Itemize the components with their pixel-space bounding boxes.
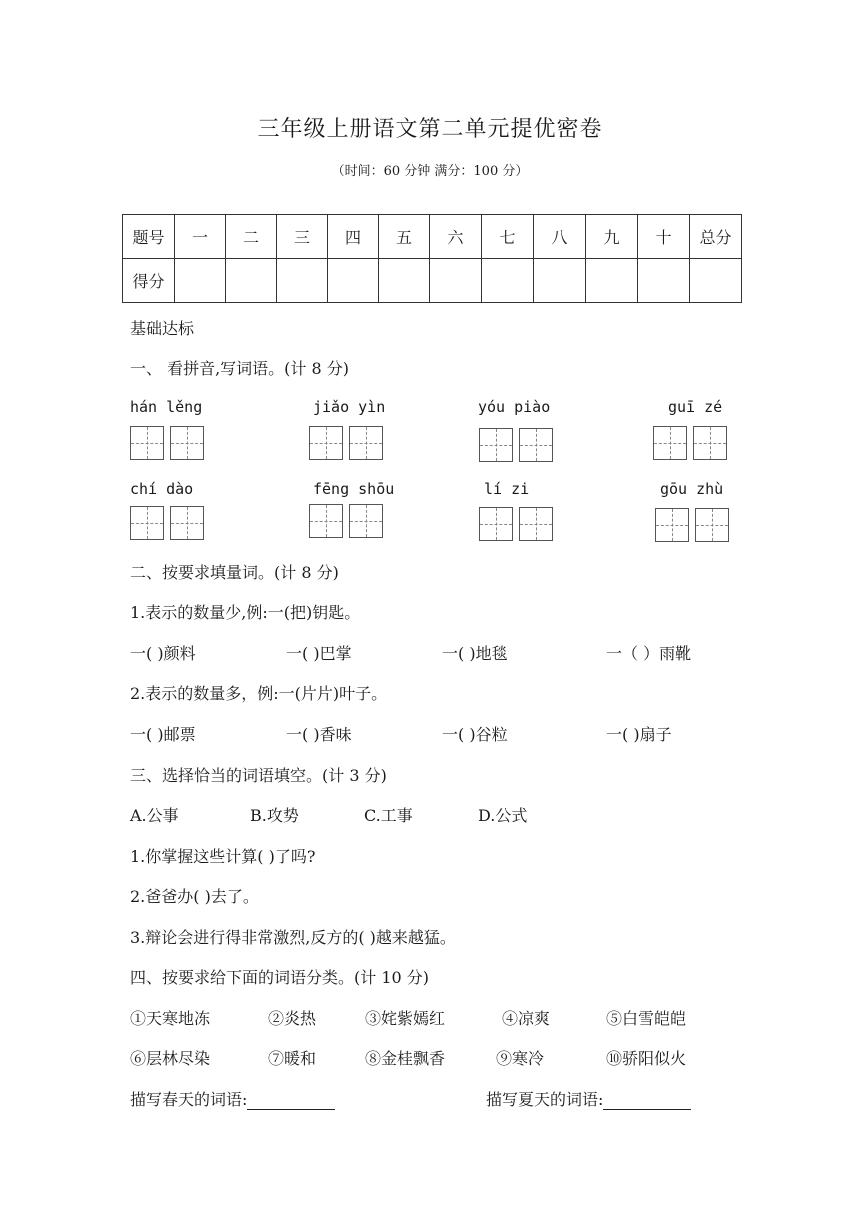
word-item: ⑩骄阳似火 [606,1049,687,1068]
score-input-cell[interactable] [690,259,742,303]
word-item: ⑧金桂飘香 [365,1049,446,1068]
score-input-cell[interactable] [175,259,226,303]
choice-option: D.公式 [478,806,528,825]
summer-words-label: 描写夏天的词语: [486,1090,604,1109]
table-cell: 七 [482,215,534,259]
writing-box[interactable] [170,426,204,460]
score-input-cell[interactable] [638,259,690,303]
pinyin-label: chí dào [130,480,194,498]
section-label: 基础达标 [130,319,195,338]
question-heading: 三、选择恰当的词语填空。(计 3 分) [130,766,387,785]
word-item: ③姹紫嫣红 [365,1009,446,1028]
score-input-cell[interactable] [328,259,379,303]
pinyin-label: lí zi [484,480,530,498]
writing-box[interactable] [655,508,689,542]
word-item: ⑦暖和 [268,1049,317,1068]
word-item: ⑨寒冷 [496,1049,545,1068]
page-title: 三年级上册语文第二单元提优密卷 [257,117,603,142]
word-item: ②炎热 [268,1009,317,1028]
writing-box[interactable] [519,428,553,462]
table-cell: 五 [379,215,430,259]
writing-box[interactable] [309,426,343,460]
question-heading: 四、按要求给下面的词语分类。(计 10 分) [130,968,430,987]
fill-blank-item[interactable]: 一( )巴掌 [286,644,352,663]
table-cell: 九 [586,215,638,259]
sub-question: 2.表示的数量多，例:一(片片)叶子。 [130,684,388,703]
choice-option: B.攻势 [250,806,299,825]
score-input-cell[interactable] [277,259,328,303]
writing-box[interactable] [693,426,727,460]
score-table-score-row [123,259,742,303]
writing-box[interactable] [695,508,729,542]
writing-box[interactable] [309,504,343,538]
word-item: ①天寒地冻 [130,1009,211,1028]
score-input-cell[interactable] [226,259,277,303]
fill-blank-item[interactable]: 一( )香味 [286,725,352,744]
table-cell: 六 [430,215,482,259]
score-table-header-row [123,215,742,259]
writing-box[interactable] [349,426,383,460]
fill-blank-item[interactable]: 一（ ）雨靴 [606,644,692,663]
writing-box[interactable] [130,426,164,460]
word-item: ⑥层林尽染 [130,1049,211,1068]
question-heading: 一、 看拼音,写词语。(计 8 分) [130,359,350,378]
choice-option: A.公事 [130,806,179,825]
score-input-cell[interactable] [379,259,430,303]
table-cell: 四 [328,215,379,259]
fill-blank-item[interactable]: 一( )扇子 [606,725,672,744]
score-input-cell[interactable] [482,259,534,303]
table-cell: 一 [175,215,226,259]
fill-blank-item[interactable]: 一( )颜料 [130,644,196,663]
writing-box[interactable] [170,506,204,540]
question-heading: 二、按要求填量词。(计 8 分) [130,563,339,582]
score-input-cell[interactable] [586,259,638,303]
word-item: ⑤白雪皑皑 [606,1009,687,1028]
pinyin-label: yóu piào [478,398,551,416]
page-subtitle: （时间：60 分钟 满分：100 分） [331,164,529,179]
table-cell: 题号 [123,215,175,259]
word-item: ④凉爽 [502,1009,551,1028]
fill-blank-item[interactable]: 一( )谷粒 [442,725,508,744]
fill-blank-sentence[interactable]: 3.辩论会进行得非常激烈,反方的( )越来越猛。 [130,928,456,947]
pinyin-label: fēng shōu [313,480,395,498]
pinyin-label: jiǎo yìn [313,398,386,416]
pinyin-label: guī zé [668,398,723,416]
pinyin-label: gōu zhù [660,480,724,498]
table-cell: 二 [226,215,277,259]
table-cell: 三 [277,215,328,259]
table-cell: 八 [534,215,586,259]
writing-box[interactable] [479,507,513,541]
sub-question: 1.表示的数量少,例:一(把)钥匙。 [130,603,361,622]
pinyin-label: hán lěng [130,398,203,416]
spring-words-blank[interactable] [247,1093,335,1110]
table-cell: 得分 [123,259,175,303]
writing-box[interactable] [653,426,687,460]
spring-words-row [130,1087,335,1110]
table-cell: 总分 [690,215,742,259]
score-input-cell[interactable] [430,259,482,303]
fill-blank-item[interactable]: 一( )地毯 [442,644,508,663]
writing-box[interactable] [349,504,383,538]
choice-option: C.工事 [364,806,413,825]
summer-words-row [486,1087,691,1110]
score-input-cell[interactable] [534,259,586,303]
summer-words-blank[interactable] [603,1093,691,1110]
writing-box[interactable] [519,507,553,541]
fill-blank-sentence[interactable]: 1.你掌握这些计算( )了吗? [130,847,316,866]
table-cell: 十 [638,215,690,259]
score-table [122,214,742,303]
fill-blank-sentence[interactable]: 2.爸爸办( )去了。 [130,887,259,906]
writing-box[interactable] [479,428,513,462]
spring-words-label: 描写春天的词语: [130,1090,248,1109]
writing-box[interactable] [130,506,164,540]
fill-blank-item[interactable]: 一( )邮票 [130,725,196,744]
